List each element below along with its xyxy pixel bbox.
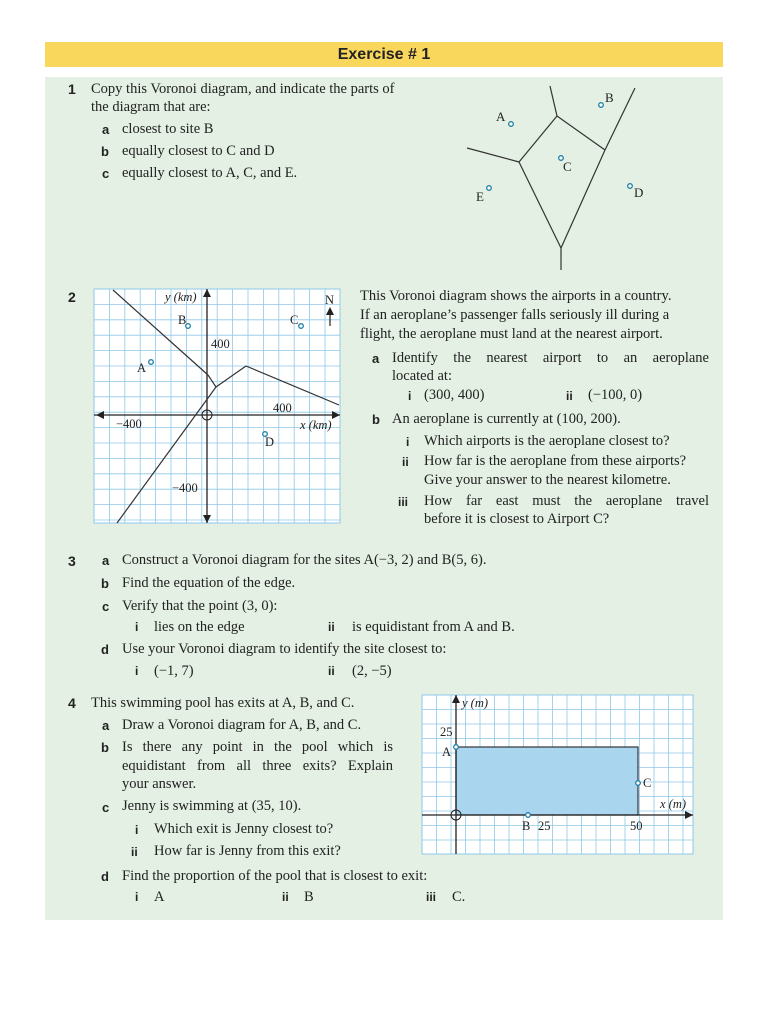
q3-d-label: d (101, 642, 109, 657)
q2-airport-graph (93, 288, 343, 526)
q4-a-label: a (102, 718, 110, 733)
q4-b-text-line2: equidistant from all three exits? Explain (122, 758, 393, 774)
q2-biii-text-line2: before it is closest to Airport C? (424, 511, 610, 527)
q4-exit-c-dot (636, 781, 641, 786)
q2-x-axis-label: x (km) (300, 418, 332, 432)
q3-b-text: Find the equation of the edge. (122, 575, 296, 591)
q4-a-text: Draw a Voronoi diagram for A, B, and C. (122, 717, 362, 733)
q1-edge-upper-left (519, 116, 557, 162)
q4-c-text: Jenny is swimming at (35, 10). (122, 798, 302, 814)
q3-ci-label: i (135, 620, 139, 634)
q2-tick-x-negative: −400 (116, 417, 142, 431)
q2-a-text-line1: Identify the nearest airport to an aeroplane (392, 350, 709, 366)
q1-site-b-label: B (605, 90, 614, 105)
q4-exit-a-label: A (442, 745, 452, 759)
q2-bii-text-line1: How far is the aeroplane from these airports? (424, 453, 687, 469)
q3-dii-label: ii (328, 664, 335, 678)
q4-pool-graph (421, 694, 695, 856)
q2-biii-text-line1: How far east must the aeroplane travel (424, 493, 709, 509)
q1-site-d-dot (628, 184, 633, 189)
q2-tick-y-negative: −400 (172, 481, 198, 495)
q4-d-text: Find the proportion of the pool that is closest to exit: (122, 868, 428, 884)
q2-ai-label: i (408, 389, 412, 403)
q1-c-label: c (102, 166, 110, 181)
q2-a-label: a (372, 351, 380, 366)
q4-diii-text: C. (452, 889, 466, 905)
q3-d-text: Use your Voronoi diagram to identify the site closest to: (122, 641, 447, 657)
q4-b-label: b (101, 740, 109, 755)
q4-dii-text: B (304, 889, 314, 905)
q4-tick-y-25: 25 (440, 725, 453, 739)
q2-aii-label: ii (566, 389, 573, 403)
q3-number: 3 (68, 553, 76, 569)
q1-a-label: a (102, 122, 110, 137)
q1-site-a-label: A (496, 109, 506, 124)
q4-cii-text: How far is Jenny from this exit? (154, 843, 341, 859)
q2-bi-label: i (406, 435, 410, 449)
q1-b-label: b (101, 144, 109, 159)
q1-number: 1 (68, 81, 76, 97)
q2-tick-y-positive: 400 (211, 337, 230, 351)
q4-c-label: c (102, 800, 110, 815)
q2-number: 2 (68, 289, 76, 305)
q1-b-text: equally closest to C and D (122, 143, 275, 159)
q2-airport-d-label: D (265, 435, 275, 449)
q4-b-text-line1: Is there any point in the pool which is (122, 739, 393, 755)
q4-stem: This swimming pool has exits at A, B, and C. (91, 695, 355, 711)
exercise-title-bar (45, 42, 723, 67)
q1-edge-center-down (519, 162, 561, 248)
q2-airport-b-dot (186, 324, 191, 329)
q2-biii-label: iii (398, 495, 409, 509)
q2-a-text-line2: located at: (392, 368, 452, 384)
q1-site-e-label: E (476, 189, 484, 204)
q3-c-text: Verify that the point (3, 0): (122, 598, 278, 614)
exercise-title: Exercise # 1 (337, 45, 431, 63)
q2-aii-text: (−100, 0) (588, 387, 643, 403)
q3-dii-text: (2, −5) (352, 663, 392, 679)
q2-b-text: An aeroplane is currently at (100, 200). (392, 411, 621, 427)
q2-north-label: N (325, 293, 335, 307)
q1-edge-left (467, 148, 519, 162)
q2-ai-text: (300, 400) (424, 387, 485, 403)
q4-exit-b-dot (526, 813, 531, 818)
q4-swimming-pool (456, 747, 638, 815)
q4-tick-x-50: 50 (630, 819, 643, 833)
q2-bii-text-line2: Give your answer to the nearest kilometre. (424, 472, 671, 488)
q3-b-label: b (101, 576, 109, 591)
q2-intro-line2: If an aeroplane’s passenger falls seriously ill during a (360, 307, 670, 323)
q1-edge-top (550, 86, 557, 116)
q3-di-label: i (135, 664, 139, 678)
q4-ci-text: Which exit is Jenny closest to? (154, 821, 334, 837)
q4-exit-a-dot (454, 745, 459, 750)
q1-c-text: equally closest to A, C, and E. (122, 165, 298, 181)
q1-site-c-label: C (563, 159, 572, 174)
q3-ci-text: lies on the edge (154, 619, 245, 635)
q2-b-label: b (372, 412, 380, 427)
q1-voronoi-diagram (455, 78, 675, 273)
q4-tick-x-25: 25 (538, 819, 551, 833)
q1-site-e-dot (487, 186, 492, 191)
q4-ci-label: i (135, 823, 139, 837)
q4-cii-label: ii (131, 845, 138, 859)
q1-stem-line1: Copy this Voronoi diagram, and indicate the parts of (91, 81, 395, 97)
q2-airport-c-label: C (290, 313, 299, 327)
q4-y-axis-label: y (m) (462, 696, 489, 710)
q4-exit-c-label: C (643, 776, 652, 790)
q4-di-text: A (154, 889, 165, 905)
q3-di-text: (−1, 7) (154, 663, 194, 679)
q4-exit-b-label: B (522, 819, 531, 833)
q3-a-label: a (102, 553, 110, 568)
q2-airport-a-label: A (137, 361, 147, 375)
q4-di-label: i (135, 890, 139, 904)
q4-x-axis-label: x (m) (660, 797, 687, 811)
q1-stem-line2: the diagram that are: (91, 99, 211, 115)
q2-airport-b-label: B (178, 313, 187, 327)
q3-a-text: Construct a Voronoi diagram for the sites A(−3, 2) and B(5, 6). (122, 552, 487, 568)
q4-d-label: d (101, 869, 109, 884)
q2-airport-a-dot (149, 360, 154, 365)
q1-a-text: closest to site B (122, 121, 214, 137)
q2-intro-line1: This Voronoi diagram shows the airports in a country. (360, 288, 672, 304)
q2-intro-line3: flight, the aeroplane must land at the nearest airport. (360, 326, 663, 342)
q4-dii-label: ii (282, 890, 289, 904)
q2-airport-c-dot (299, 324, 304, 329)
q3-cii-text: is equidistant from A and B. (352, 619, 515, 635)
q1-site-b-dot (599, 103, 604, 108)
q2-tick-x-positive: 400 (273, 401, 292, 415)
q2-bi-text: Which airports is the aeroplane closest to? (424, 433, 670, 449)
q1-site-a-dot (509, 122, 514, 127)
q2-y-axis-label: y (km) (165, 290, 197, 304)
q1-edge-upper-right (557, 116, 605, 150)
q2-bii-label: ii (402, 455, 409, 469)
q4-number: 4 (68, 695, 76, 711)
q3-cii-label: ii (328, 620, 335, 634)
q4-b-text-line3: your answer. (122, 776, 197, 792)
q1-site-d-label: D (634, 185, 644, 200)
q3-c-label: c (102, 599, 110, 614)
q4-diii-label: iii (426, 890, 437, 904)
